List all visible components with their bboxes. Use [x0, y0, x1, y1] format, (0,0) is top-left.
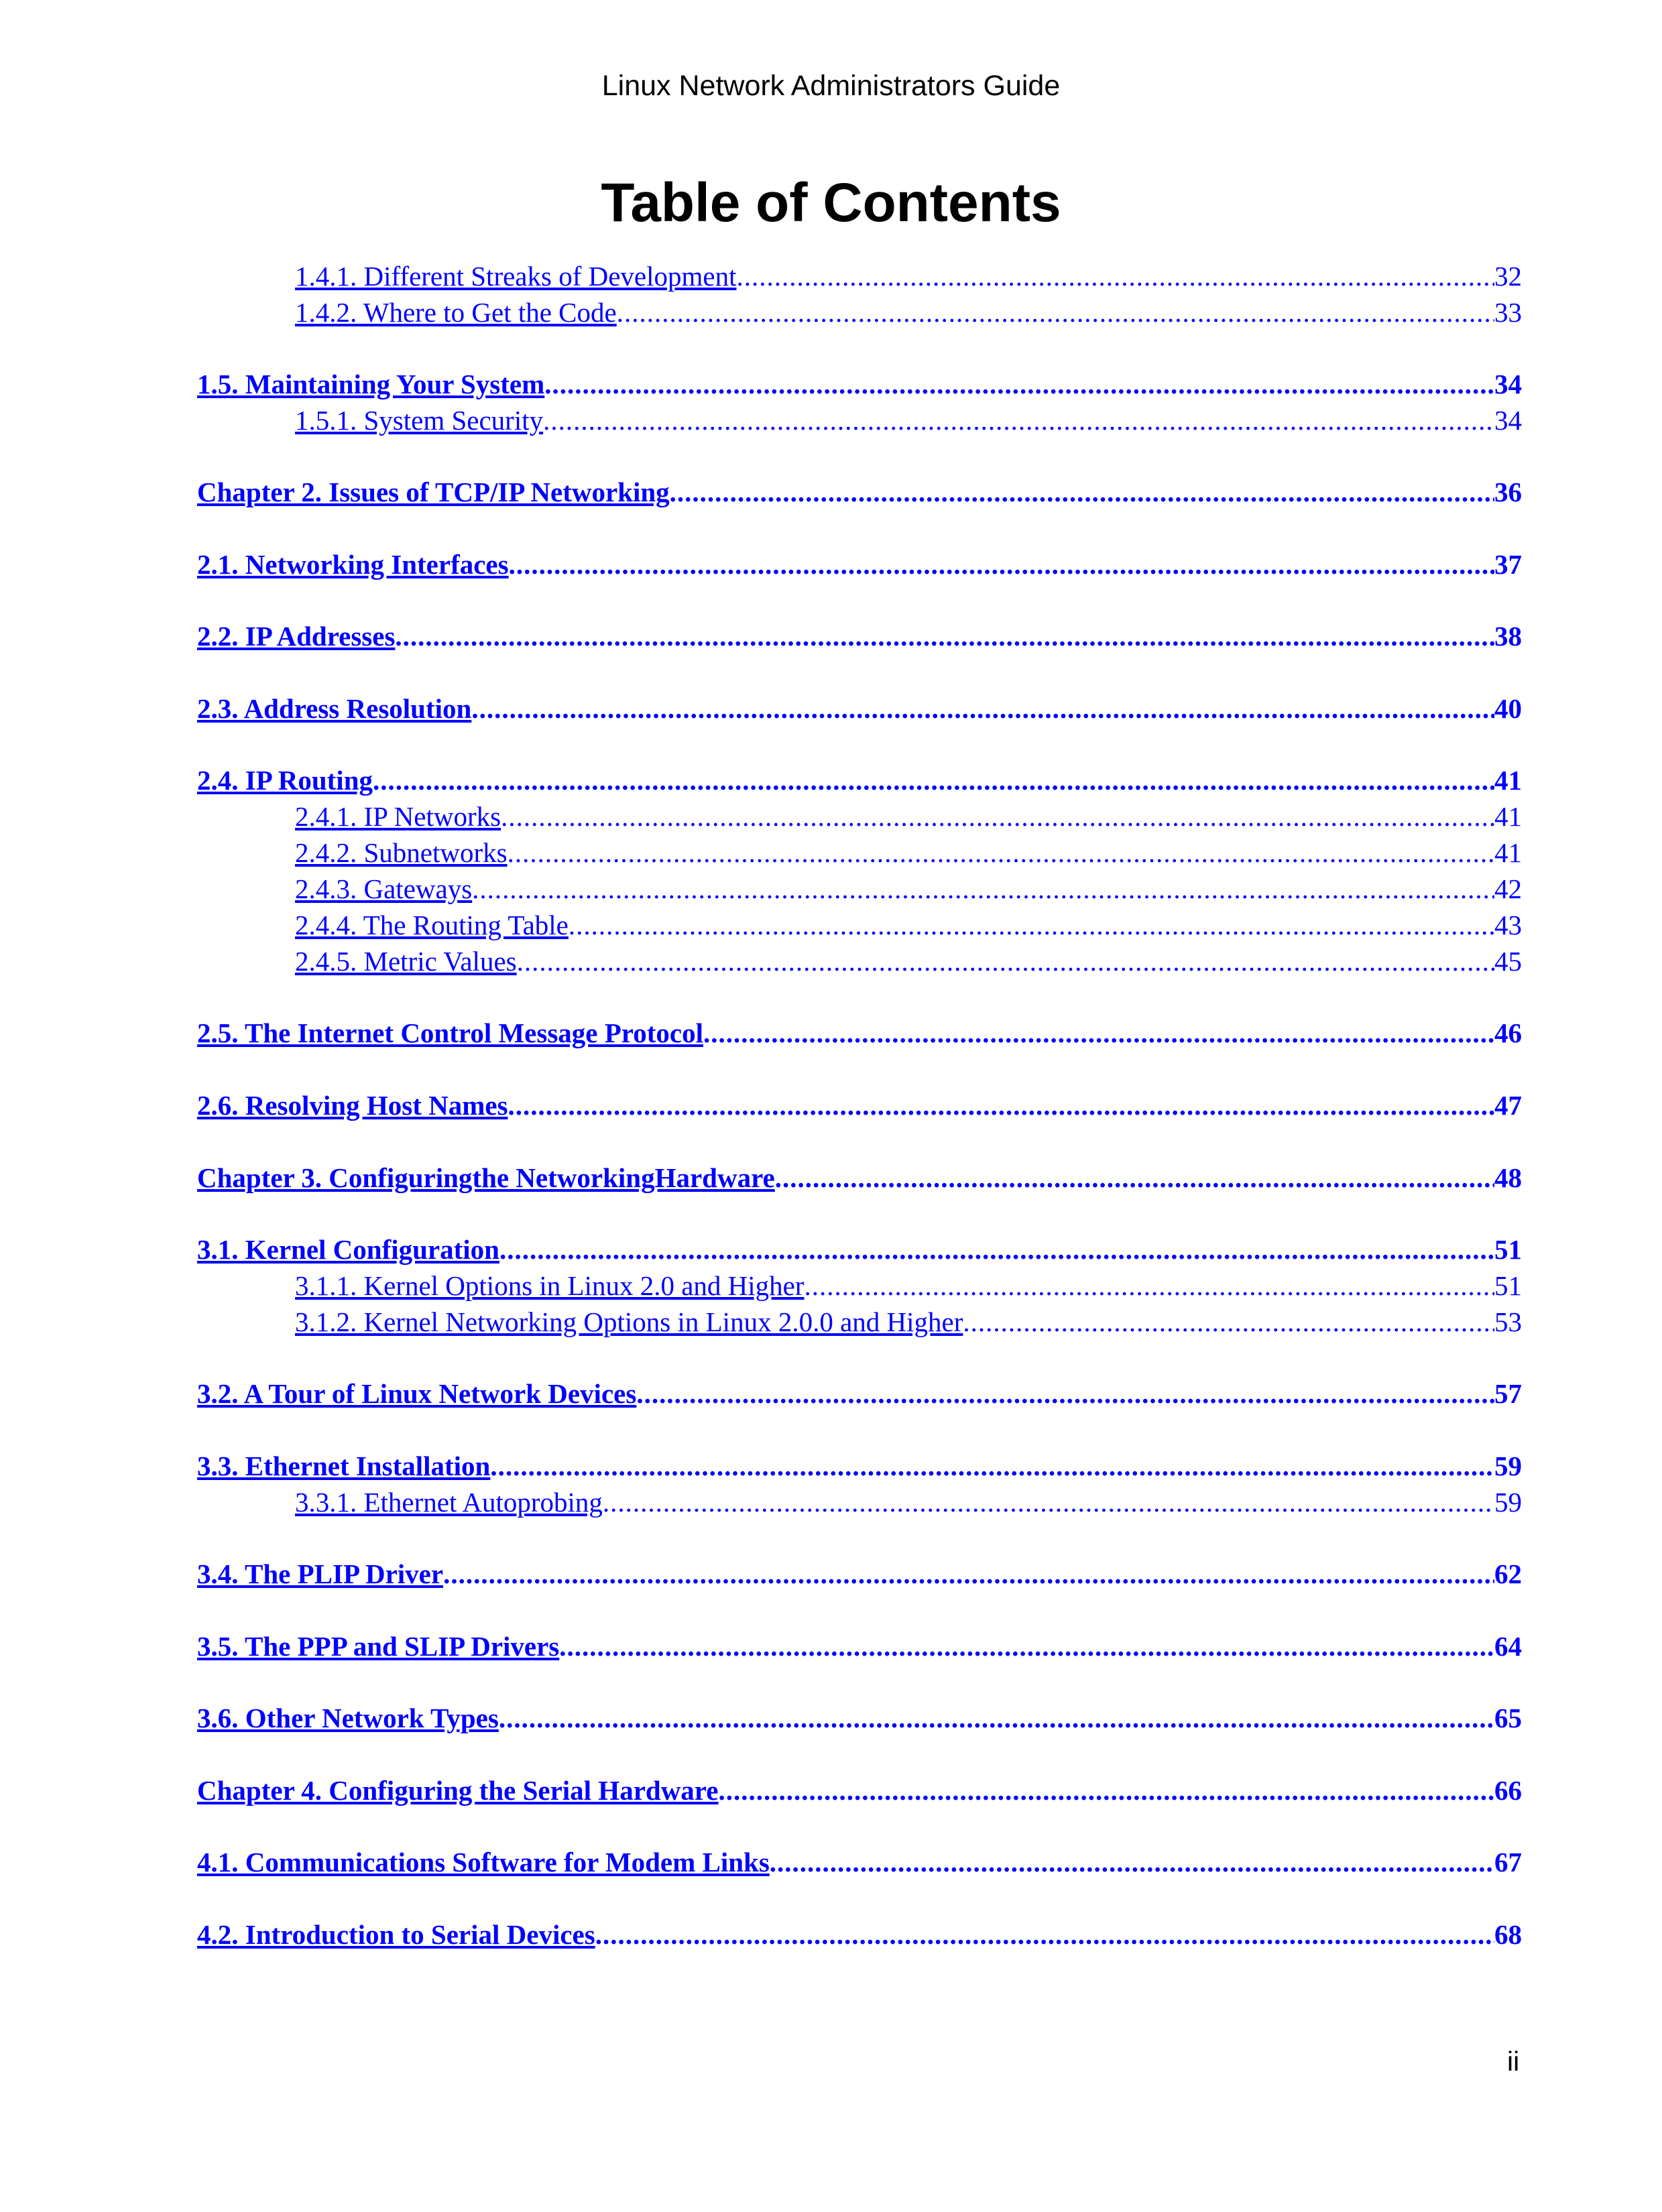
- dot-leader: [499, 1233, 1494, 1266]
- running-header: Linux Network Administrators Guide: [601, 70, 1061, 102]
- toc-entry-page: 38: [1494, 621, 1522, 652]
- toc-entry-page: 41: [1494, 801, 1522, 832]
- toc-entry[interactable]: [295, 404, 1522, 440]
- page-title: Table of Contents: [601, 172, 1061, 233]
- toc-entry-page: 51: [1494, 1270, 1522, 1301]
- toc-entry-page: 66: [1494, 1775, 1522, 1806]
- toc-entry-label: 1.4.2. Where to Get the Code: [295, 297, 617, 328]
- toc-entry[interactable]: [197, 1846, 1522, 1882]
- toc-entry-page: 57: [1494, 1378, 1522, 1409]
- toc-entry-page: 37: [1494, 549, 1522, 580]
- toc-entry-label: 3.3. Ethernet Installation: [197, 1451, 491, 1481]
- dot-leader: [508, 1089, 1494, 1121]
- dot-leader: [499, 1702, 1494, 1734]
- toc-entry[interactable]: [197, 692, 1522, 729]
- dot-leader: [517, 945, 1494, 977]
- dot-leader: [509, 548, 1494, 580]
- toc-entry-page: 41: [1494, 837, 1522, 868]
- toc-entry-page: 34: [1494, 405, 1522, 436]
- toc-entry-label: 2.4.4. The Routing Table: [295, 910, 569, 940]
- toc-entry-page: 51: [1494, 1234, 1522, 1265]
- toc-entry-page: 45: [1494, 946, 1522, 977]
- toc-entry[interactable]: [197, 1918, 1522, 1955]
- toc-entry[interactable]: [197, 1017, 1522, 1053]
- toc-entry[interactable]: [295, 260, 1522, 296]
- toc-entry[interactable]: [295, 296, 1522, 332]
- dot-leader: [595, 1918, 1494, 1951]
- toc-entry-label: 3.4. The PLIP Driver: [197, 1558, 444, 1589]
- toc-entry-page: 59: [1494, 1487, 1522, 1518]
- dot-leader: [544, 368, 1494, 400]
- toc-entry[interactable]: [197, 548, 1522, 585]
- toc-entry-page: 65: [1494, 1703, 1522, 1733]
- toc-entry-label: 3.1.1. Kernel Options in Linux 2.0 and Higher: [295, 1270, 805, 1301]
- toc-entry-page: 62: [1494, 1558, 1522, 1589]
- toc-entry-label: 2.4.5. Metric Values: [295, 946, 517, 977]
- toc-entry-page: 36: [1494, 477, 1522, 507]
- toc-entry-label: 3.6. Other Network Types: [197, 1703, 499, 1733]
- toc-entry[interactable]: [295, 800, 1522, 837]
- dot-leader: [443, 1558, 1494, 1590]
- toc-entry[interactable]: [295, 837, 1522, 873]
- toc-entry-label: Chapter 3. Configuringthe NetworkingHardware: [197, 1162, 775, 1193]
- toc-entry[interactable]: [197, 1630, 1522, 1666]
- dot-leader: [805, 1270, 1494, 1302]
- dot-leader: [963, 1306, 1494, 1338]
- toc-entry[interactable]: [197, 1558, 1522, 1594]
- toc-entry[interactable]: [197, 1774, 1522, 1810]
- dot-leader: [736, 260, 1494, 292]
- dot-leader: [617, 296, 1494, 328]
- dot-leader: [472, 873, 1494, 905]
- toc-entry-page: 53: [1494, 1306, 1522, 1337]
- toc-entry-page: 67: [1494, 1847, 1522, 1878]
- toc-entry-label: 2.1. Networking Interfaces: [197, 549, 509, 580]
- toc-entry-label: 2.4.1. IP Networks: [295, 801, 501, 832]
- toc-entry-label: 3.1. Kernel Configuration: [197, 1234, 499, 1265]
- toc-entry[interactable]: [295, 1270, 1522, 1306]
- toc-entry-label: 2.2. IP Addresses: [197, 621, 396, 652]
- toc-entry-label: 2.4.2. Subnetworks: [295, 837, 508, 868]
- toc-entry-label: 1.5.1. System Security: [295, 405, 544, 436]
- dot-leader: [703, 1017, 1494, 1049]
- toc-entry-page: 41: [1494, 765, 1522, 796]
- toc-entry-label: 1.4.1. Different Streaks of Development: [295, 261, 737, 292]
- toc-entry[interactable]: [197, 476, 1522, 512]
- toc-entry[interactable]: [197, 1089, 1522, 1125]
- toc-entry-label: 4.2. Introduction to Serial Devices: [197, 1919, 595, 1950]
- toc-entry-page: 34: [1494, 369, 1522, 400]
- toc-entry-page: 32: [1494, 261, 1522, 292]
- toc-entry-label: 1.5. Maintaining Your System: [197, 369, 545, 400]
- toc-entry-page: 48: [1494, 1162, 1522, 1193]
- toc-entry-page: 59: [1494, 1451, 1522, 1481]
- toc-entry-label: 3.3.1. Ethernet Autoprobing: [295, 1487, 603, 1518]
- dot-leader: [508, 837, 1494, 869]
- toc-entry-label: Chapter 2. Issues of TCP/IP Networking: [197, 477, 670, 507]
- toc-entry[interactable]: [197, 620, 1522, 656]
- dot-leader: [775, 1162, 1494, 1194]
- toc-entry-page: 47: [1494, 1090, 1522, 1121]
- toc-entry-label: 2.6. Resolving Host Names: [197, 1090, 508, 1121]
- toc-entry-page: 68: [1494, 1919, 1522, 1950]
- toc-entry-label: 2.5. The Internet Control Message Protocol: [197, 1018, 703, 1048]
- toc-entry[interactable]: [295, 909, 1522, 945]
- toc-entry[interactable]: [295, 945, 1522, 981]
- dot-leader: [373, 764, 1494, 796]
- toc-entry-page: 64: [1494, 1631, 1522, 1662]
- toc-entry-label: 4.1. Communications Software for Modem Links: [197, 1847, 770, 1878]
- toc-entry-label: 2.4. IP Routing: [197, 765, 373, 796]
- toc-entry[interactable]: [197, 1233, 1522, 1270]
- toc-entry-label: 3.2. A Tour of Linux Network Devices: [197, 1378, 637, 1409]
- dot-leader: [395, 620, 1494, 652]
- dot-leader: [718, 1774, 1494, 1806]
- toc-entry-label: 2.3. Address Resolution: [197, 693, 472, 724]
- toc-entry[interactable]: [197, 1162, 1522, 1198]
- toc-entry-label: Chapter 4. Configuring the Serial Hardware: [197, 1775, 719, 1806]
- toc-entry-label: 2.4.3. Gateways: [295, 873, 473, 904]
- toc-entry-page: 46: [1494, 1018, 1522, 1048]
- toc-entry-page: 33: [1494, 297, 1522, 328]
- dot-leader: [543, 404, 1494, 436]
- dot-leader: [670, 476, 1494, 508]
- toc-entry[interactable]: [197, 1702, 1522, 1738]
- dot-leader: [636, 1377, 1494, 1410]
- dot-leader: [490, 1450, 1494, 1482]
- toc-entry[interactable]: [197, 368, 1522, 404]
- toc-entry[interactable]: [295, 1306, 1522, 1342]
- toc-entry[interactable]: [295, 873, 1522, 909]
- dot-leader: [471, 692, 1494, 725]
- dot-leader: [501, 800, 1494, 833]
- toc-entry-page: 43: [1494, 910, 1522, 940]
- toc-entry[interactable]: [197, 1377, 1522, 1414]
- dot-leader: [559, 1630, 1494, 1662]
- page-number: ii: [1507, 2046, 1520, 2077]
- toc-entry-label: 3.5. The PPP and SLIP Drivers: [197, 1631, 560, 1662]
- dot-leader: [770, 1846, 1494, 1878]
- toc-entry-label: 3.1.2. Kernel Networking Options in Linux 2.0.0 and Higher: [295, 1306, 963, 1337]
- toc-entry-page: 42: [1494, 873, 1522, 904]
- toc-entry[interactable]: [197, 1450, 1522, 1486]
- dot-leader: [569, 909, 1494, 941]
- toc-entry[interactable]: [197, 764, 1522, 800]
- toc-entry-page: 40: [1494, 693, 1522, 724]
- dot-leader: [603, 1486, 1494, 1518]
- toc-entry[interactable]: [295, 1486, 1522, 1522]
